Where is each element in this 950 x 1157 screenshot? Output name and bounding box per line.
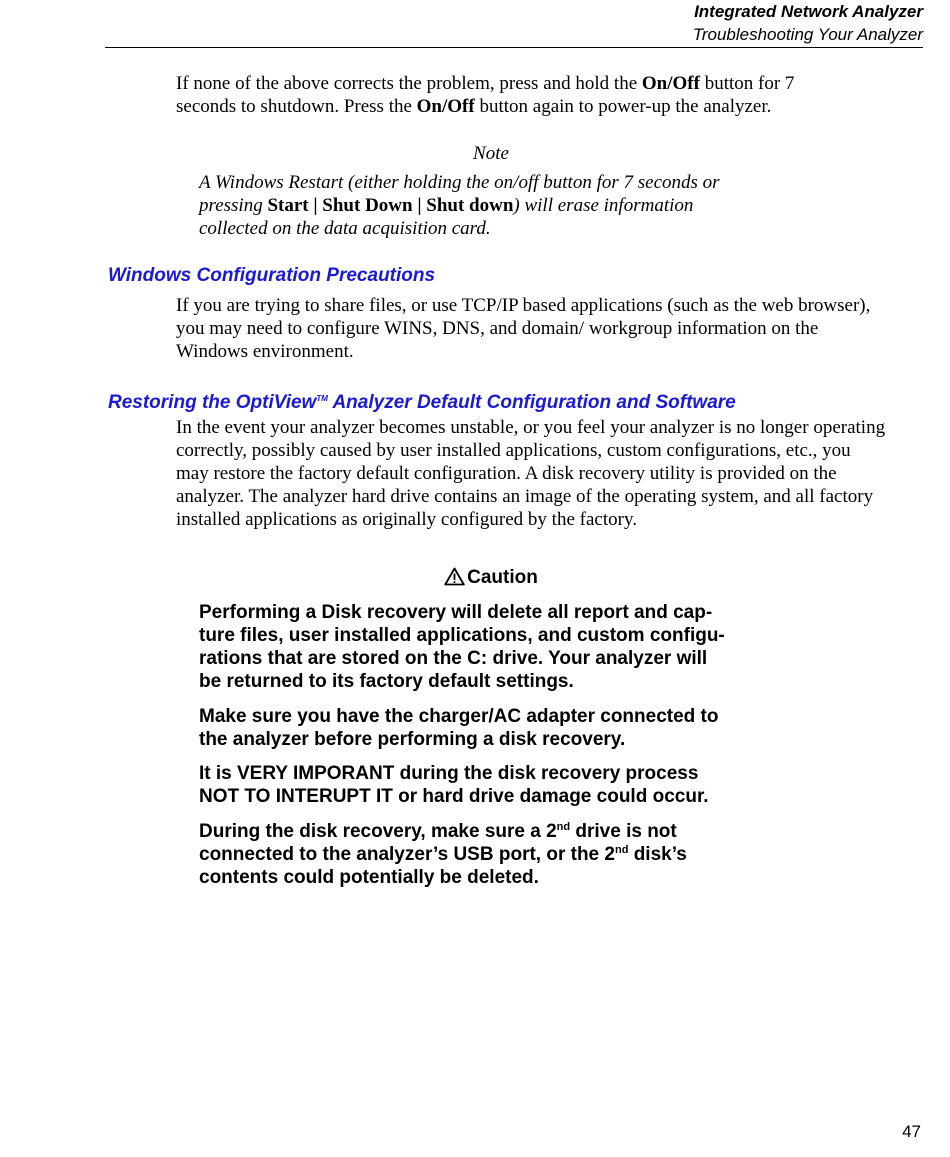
windows-config-paragraph: If you are trying to share files, or use TCP/IP based applications (such as the web browser), you may need to configure WINS, DNS, and domain/ workgroup information on the Windows environment.	[176, 295, 871, 362]
restore-heading-text: Restoring the OptiView	[108, 392, 317, 413]
onoff-label: On/Off	[641, 73, 700, 94]
ordinal-suffix: nd	[614, 844, 629, 856]
intro-text: seconds to shutdown. Press the	[176, 96, 417, 117]
menu-path: Start | Shut Down | Shut down	[267, 195, 514, 216]
caution-line: ture files, user installed applications, and custom configu-	[199, 625, 725, 646]
caution-line: rations that are stored on the C: drive. Your analyzer will	[199, 648, 708, 669]
ordinal-suffix: nd	[556, 821, 571, 833]
intro-text: If none of the above corrects the problem, press and hold the	[176, 73, 642, 94]
caution-paragraph-1	[199, 601, 799, 693]
caution-line: be returned to its factory default settings.	[199, 671, 574, 692]
caution-title	[199, 566, 783, 589]
caution-paragraph-2	[199, 705, 799, 751]
note-line: ) will erase information	[513, 195, 694, 216]
caution-line: contents could potentially be deleted.	[199, 867, 539, 888]
note-line: pressing	[199, 195, 268, 216]
restore-heading	[108, 387, 736, 414]
restore-heading-text: Analyzer Default Configuration and Software	[327, 392, 736, 413]
caution-line: disk’s	[628, 844, 687, 865]
intro-text: button for 7	[699, 73, 795, 94]
note-line: collected on the data acquisition card.	[199, 218, 491, 239]
caution-line: During the disk recovery, make sure a 2	[199, 821, 557, 842]
note-text	[199, 171, 799, 240]
header-subtitle: Troubleshooting Your Analyzer	[692, 25, 923, 44]
caution-paragraph-3	[199, 762, 799, 808]
caution-paragraph-4	[199, 820, 799, 889]
trademark-mark: TM	[316, 394, 328, 403]
caution-line: drive is not	[570, 821, 677, 842]
header-rule	[105, 47, 923, 48]
running-header	[693, 0, 923, 46]
windows-config-heading: Windows Configuration Precautions	[108, 265, 436, 286]
caution-line: Make sure you have the charger/AC adapter connected to	[199, 706, 719, 727]
caution-line: Performing a Disk recovery will delete all report and cap-	[199, 602, 713, 623]
note-label: Note	[473, 143, 509, 164]
header-title: Integrated Network Analyzer	[694, 2, 923, 21]
caution-label: Caution	[467, 567, 538, 588]
onoff-label: On/Off	[416, 96, 475, 117]
caution-line: NOT TO INTERUPT IT or hard drive damage could occur.	[199, 786, 709, 807]
caution-line: It is VERY IMPORANT during the disk recovery process	[199, 763, 699, 784]
warning-triangle-icon	[444, 567, 465, 586]
intro-paragraph	[176, 72, 896, 118]
caution-line: connected to the analyzer’s USB port, or the 2	[199, 844, 615, 865]
caution-line: the analyzer before performing a disk recovery.	[199, 729, 626, 750]
restore-paragraph: In the event your analyzer becomes unstable, or you feel your analyzer is no longer operating correctly, possibly caused by user installed applications, custom configurations, etc., you may restore the factory default configuration. A disk recovery utility is provided on the analyzer. The analyzer hard drive contains an image of the operating system, and all factory installed applications as originally configured by the factory.	[176, 417, 886, 530]
note-line: A Windows Restart (either holding the on/off button for 7 seconds or	[199, 172, 720, 193]
page-number: 47	[902, 1122, 921, 1141]
intro-text: button again to power-up the analyzer.	[474, 96, 772, 117]
